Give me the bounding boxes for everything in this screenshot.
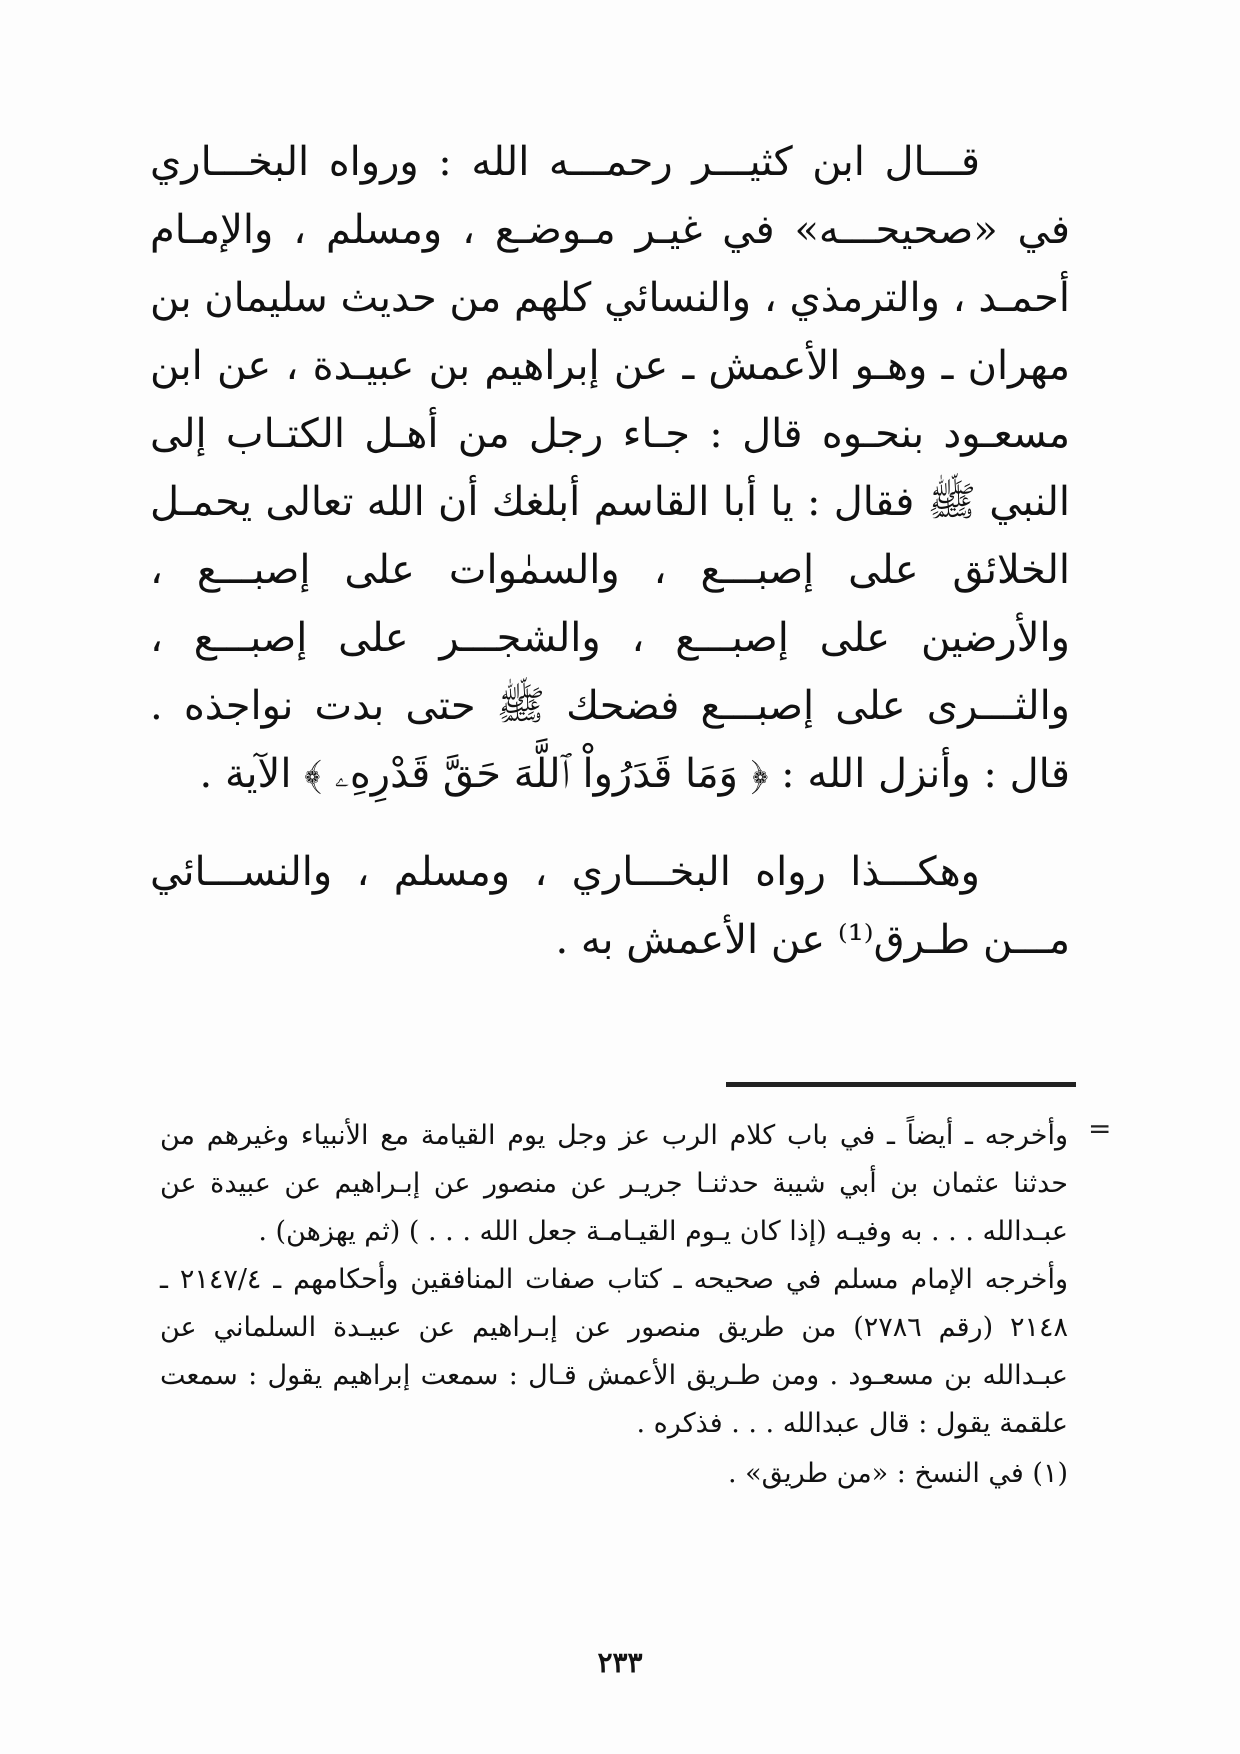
footnotes (160, 1112, 1068, 1498)
main-paragraph-2: وهكـــذا رواه البخـــاري ، ومسلم ، والنســـائي مـــن طـرق⁽¹⁾ عن الأعمش به . (150, 849, 1070, 963)
page-number: ٢٣٣ (597, 1646, 643, 1679)
footnote-1: (١) في النسخ : «من طريق» . (727, 1458, 1068, 1489)
footnote-separator (726, 1082, 1076, 1087)
main-paragraph-1: قـــال ابن كثيـــر رحمـــه الله : ورواه البخـــاري في «صحيحـــه» في غيـر مـوضـع ، ومسلم ، والإمـام أحمـد ، والترمذي ، والنسائي كلهم من حديث سليمان بن مهران ـ وهـو الأعمش ـ عن إبراهيم بن عبيـدة ، عن ابن مسعـود بنحـوه قال : جـاء رجل من أهـل الكتـاب إلى النبي ﷺ فقال : يا أبا القاسم أبلغك أن الله تعالى يحمـل الخلائق على إصبـــع ، والسمٰوات على إصبـــع ، والأرضين على إصبـــع ، والشجـــر على إصبـــع ، والثـــرى على إصبـــع فضحك ﷺ حتى بدت نواجذه . قال : وأنزل الله : ﴿ وَمَا قَدَرُواْ ٱللَّهَ حَقَّ قَدْرِهِۦ ﴾ الآية . (150, 139, 1070, 797)
footnote-continuation-mark: = (1088, 1112, 1112, 1145)
main-text (150, 128, 1070, 974)
footnote-continued-2: وأخرجه الإمام مسلم في صحيحه ـ كتاب صفات المنافقين وأحكامهم ـ ٢١٤٧/٤ ـ ٢١٤٨ (رقم ٢٧٨٦) من طريق منصور عن إبـراهيم عن عبيـدة السلماني عن عبـدالله بن مسعـود . ومن طـريق الأعمش قـال : سمعت إبراهيم يقول : سمعت علقمة يقول : قال عبدالله . . . فذكره . (160, 1264, 1069, 1439)
footnote-continued-1: وأخرجه ـ أيضاً ـ في باب كلام الرب عز وجل يوم القيامة مع الأنبياء وغيرهم من حدثنا عثمان بن أبي شيبة حدثنـا جريـر عن منصور عن إبـراهيم عن عبيدة عن عبـدالله . . . به وفيـه (إذا كان يـوم القيـامـة جعل الله . . . ) (ثم يهزهن) . (160, 1120, 1068, 1247)
